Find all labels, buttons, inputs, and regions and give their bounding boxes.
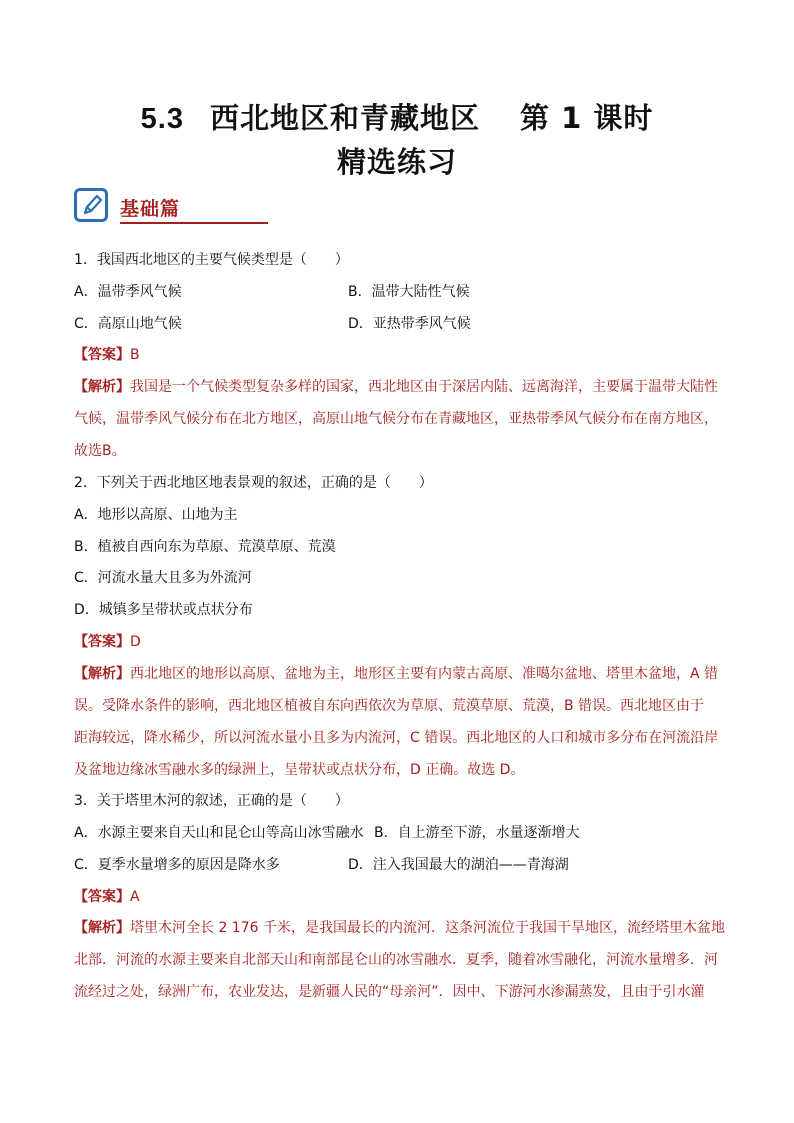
question-3-analysis-line: 北部．河流的水源主要来自北部天山和南部昆仑山的冰雪融水．夏季，随着冰雪融化，河流水量增多．河 xyxy=(74,952,718,968)
question-2-analysis: 【解析】西北地区的地形以高原、盆地为主，地形区主要有内蒙古高原、准噶尔盆地、塔里木盆地，A 错 xyxy=(74,666,719,682)
question-2-option-b: B．植被自西向东为草原、荒漠草原、荒漠 xyxy=(74,539,336,555)
question-3-option-c: C．夏季水量增多的原因是降水多 xyxy=(74,857,280,873)
section-label: 基础篇 xyxy=(120,198,181,220)
question-1-analysis: 【解析】我国是一个气候类型复杂多样的国家，西北地区由于深居内陆、远离海洋，主要属于温带大陆性 xyxy=(74,379,718,395)
question-1-analysis-line: 气候，温带季风气候分布在北方地区，高原山地气候分布在青藏地区，亚热带季风气候分布在南方地区， xyxy=(74,411,718,427)
question-2-answer: 【答案】D xyxy=(74,634,141,650)
page-subtitle: 精选练习 xyxy=(336,145,457,179)
question-2-analysis-line: 误。受降水条件的影响，西北地区植被自东向西依次为草原、荒漠草原、荒漠，B 错误。西北地区由于 xyxy=(74,698,705,714)
question-3-option-d: D．注入我国最大的湖泊——青海湖 xyxy=(348,857,569,873)
page-title xyxy=(0,96,794,136)
question-1-option-c: C．高原山地气候 xyxy=(74,316,182,332)
lesson-period: 第 1 课时 xyxy=(519,101,654,135)
question-2-option-a: A．地形以高原、山地为主 xyxy=(74,507,238,523)
question-1-stem: 1．我国西北地区的主要气候类型是（ ） xyxy=(74,252,349,268)
question-1-option-b: B．温带大陆性气候 xyxy=(348,284,470,300)
edit-icon xyxy=(74,188,108,222)
question-1-answer: 【答案】B xyxy=(74,347,140,363)
question-2-analysis-line: 及盆地边缘冰雪融水多的绿洲上，呈带状或点状分布，D 正确。故选 D。 xyxy=(74,762,525,778)
question-2-option-c: C．河流水量大且多为外流河 xyxy=(74,570,252,586)
question-2-analysis-line: 距海较远，降水稀少，所以河流水量小且多为内流河，C 错误。西北地区的人口和城市多分布在河流沿岸 xyxy=(74,730,719,746)
lesson-title: 西北地区和青藏地区 xyxy=(209,101,480,135)
lesson-number: 5.3 xyxy=(140,103,184,135)
question-3-answer: 【答案】A xyxy=(74,889,140,905)
question-3-option-b: B．自上游至下游，水量逐渐增大 xyxy=(374,825,580,841)
question-2-option-d: D．城镇多呈带状或点状分布 xyxy=(74,602,253,618)
section-banner xyxy=(74,188,204,230)
question-3-analysis-line: 流经过之处，绿洲广布，农业发达，是新疆人民的“母亲河”．因中、下游河水渗漏蒸发，且由于引水灌 xyxy=(74,984,705,1000)
question-1-option-d: D．亚热带季风气候 xyxy=(348,316,471,332)
question-1-analysis-line: 故选B。 xyxy=(74,443,126,459)
question-2-stem: 2．下列关于西北地区地表景观的叙述，正确的是（ ） xyxy=(74,475,433,491)
question-3-analysis: 【解析】塔里木河全长 2 176 千米，是我国最长的内流河．这条河流位于我国干旱地区，流经塔里木盆地 xyxy=(74,920,725,936)
question-1-option-a: A．温带季风气候 xyxy=(74,284,182,300)
question-3-option-a: A．水源主要来自天山和昆仑山等高山冰雪融水 xyxy=(74,825,364,841)
section-underline xyxy=(120,222,268,224)
question-3-stem: 3．关于塔里木河的叙述，正确的是（ ） xyxy=(74,793,349,809)
